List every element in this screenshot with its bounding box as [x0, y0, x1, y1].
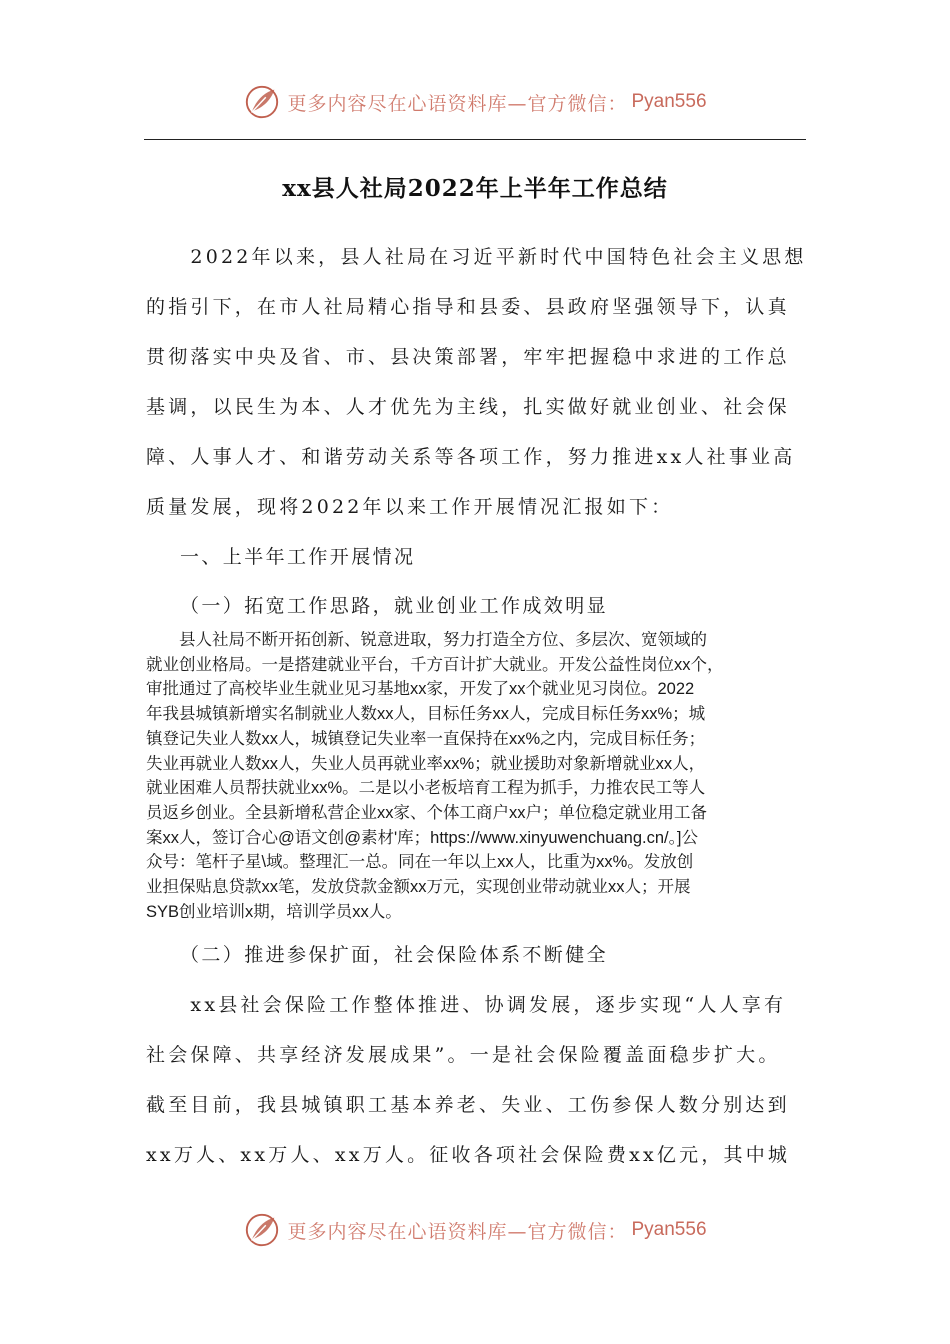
paragraph-line: 业担保贴息贷款xx笔，发放贷款金额xx万元，实现创业带动就业xx人；开展 — [146, 878, 691, 896]
paragraph-line: 年我县城镇新增实名制就业人数xx人，目标任务xx人，完成目标任务xx%；城 — [146, 705, 706, 724]
intro-line: 2022年以来，县人社局在习近平新时代中国特色社会主义思想 — [146, 246, 807, 268]
paragraph-line: 失业再就业人数xx人，失业人员再就业率xx%；就业援助对象新增就业xx人， — [146, 754, 706, 773]
feather-pen-logo-icon — [243, 83, 281, 121]
feather-pen-logo-icon — [243, 1211, 281, 1249]
paragraph-line: 就业困难人员帮扶就业xx%。二是以小老板培育工程为抓手，力推农民工等人 — [146, 779, 706, 798]
paragraph-line: xx万人、xx万人、xx万人。征收各项社会保险费xx亿元，其中城 — [146, 1144, 791, 1166]
paragraph-line: 就业创业格局。一是搭建就业平台，千方百计扩大就业。开发公益性岗位xx个， — [146, 655, 724, 674]
paragraph-line: 众号：笔杆子星\域。整理汇一总。同在一年以上xx人，比重为xx%。发放创 — [146, 853, 694, 872]
intro-line: 贯彻落实中央及省、市、县决策部署，牢牢把握稳中求进的工作总 — [146, 346, 790, 368]
watermark-banner-top — [0, 82, 950, 122]
paragraph-line: 社会保障、共享经济发展成果”。一是社会保险覆盖面稳步扩大。 — [146, 1044, 781, 1066]
subsection-heading: （二）推进参保扩面，社会保险体系不断健全 — [180, 944, 609, 966]
paragraph-line: SYB创业培训x期，培训学员xx人。 — [146, 902, 402, 921]
paragraph-line: 员返乡创业。全县新增私营企业xx家、个体工商户xx户；单位稳定就业用工备 — [146, 803, 707, 822]
paragraph-line: 案xx人，签订合心@语文创@素材'库；https://www.xinyuwenchuang.cn/。]公 — [146, 828, 698, 847]
paragraph-line: 审批通过了高校毕业生就业见习基地xx家，开发了xx个就业见习岗位。2022 — [146, 680, 695, 699]
intro-line: 障、人事人才、和谐劳动关系等各项工作，努力推进xx人社事业高 — [146, 446, 796, 468]
paragraph-line: 县人社局不断开拓创新、锐意进取，努力打造全方位、多层次、宽领域的 — [146, 631, 707, 649]
subsection-heading: （一）拓宽工作思路，就业创业工作成效明显 — [180, 595, 609, 617]
intro-line: 质量发展，现将2022年以来工作开展情况汇报如下： — [146, 496, 674, 518]
watermark-text: 更多内容尽在心语资料库—官方微信： — [287, 1220, 628, 1243]
watermark-wechat-id: Pyan556 — [631, 91, 707, 112]
section-heading: 一、上半年工作开展情况 — [180, 546, 416, 568]
header-divider — [144, 139, 806, 140]
paragraph-line: 截至目前，我县城镇职工基本养老、失业、工伤参保人数分别达到 — [146, 1094, 790, 1116]
paragraph-line: xx县社会保险工作整体推进、协调发展，逐步实现“人人享有 — [146, 994, 787, 1016]
watermark-text: 更多内容尽在心语资料库—官方微信： — [287, 92, 628, 115]
document-title: xx县人社局2022年上半年工作总结 — [282, 175, 668, 202]
intro-line: 的指引下，在市人社局精心指导和县委、县政府坚强领导下，认真 — [146, 296, 790, 318]
paragraph-line: 镇登记失业人数xx人，城镇登记失业率一直保持在xx%之内，完成目标任务； — [146, 729, 706, 748]
intro-line: 基调，以民生为本、人才优先为主线，扎实做好就业创业、社会保 — [146, 396, 790, 418]
watermark-wechat-id: Pyan556 — [631, 1219, 707, 1240]
watermark-banner-bottom — [0, 1210, 950, 1250]
